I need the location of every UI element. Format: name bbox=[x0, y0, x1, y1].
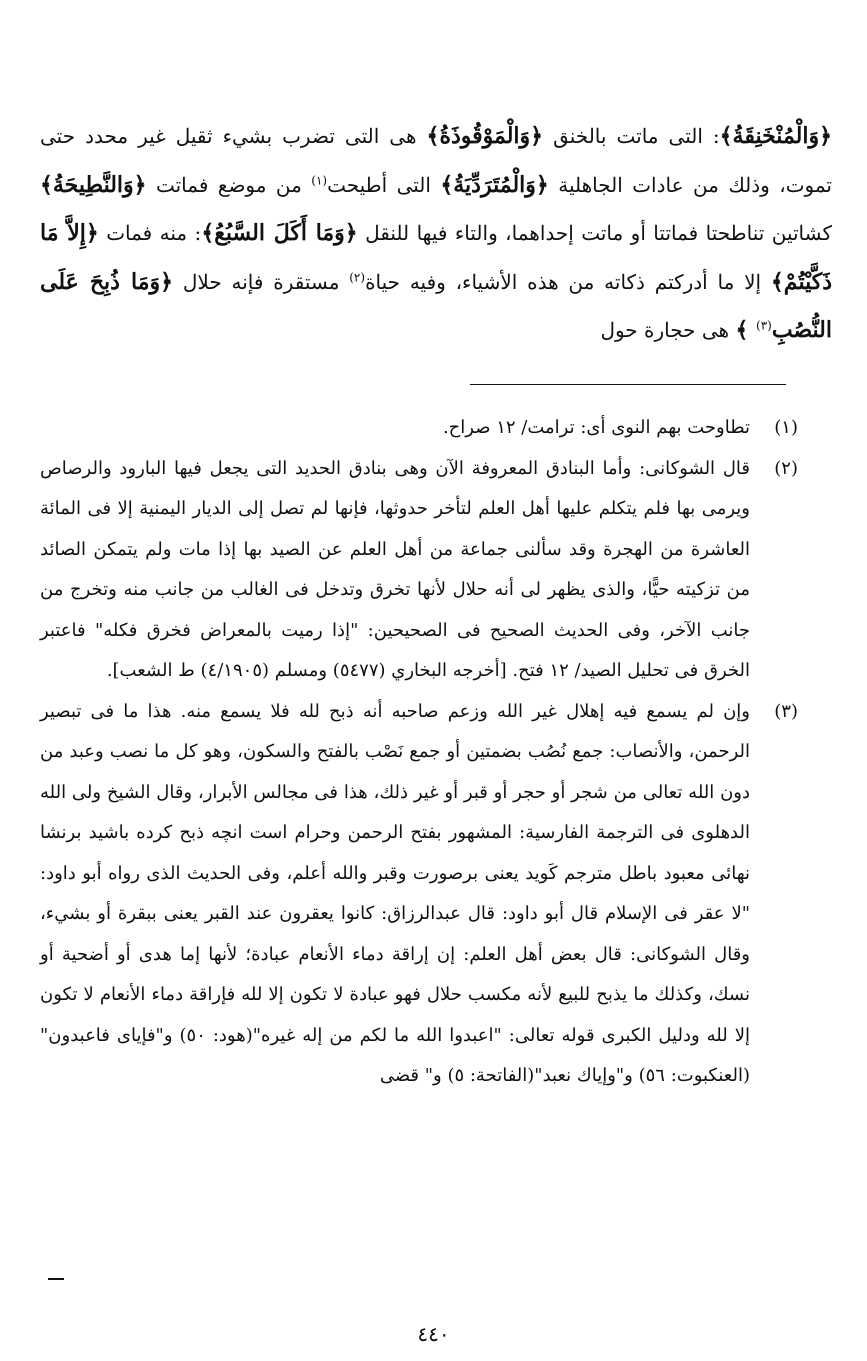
text-run: : التى ماتت بالخنق bbox=[543, 124, 720, 148]
footnotes-block bbox=[40, 408, 798, 1097]
footnote-2 bbox=[40, 449, 798, 692]
quran-bracket-close: ﴾ bbox=[735, 317, 757, 343]
footnote-ref-2[interactable]: (٢) bbox=[349, 269, 366, 284]
footnote-1 bbox=[40, 408, 798, 449]
footnote-text: قال الشوكانى: وأما البنادق المعروفة الآن وهى بنادق الحديد التى يجعل فيها البارود والرصاص ويرمى بها فلم يتكلم عليها أهل العلم لتأخر حدوثها، فإنها لم تصل إلى الديار اليمنية إلا فى المائة العاشرة من الهجرة وقد سألنى جماعة من أهل العلم عن الصيد بها إذا مات ولم يتمكن الصائد من تزكيته حيًّا، والذى يظهر لى أنه حلال لأنها تخرق وتدخل فى الغالب من جانب منه وتخرج من جانب الآخر، وفى الحديث الصحيح فى الصحيحين: "إذا رميت بالمعراض فخرق فكله" فاعتبر الخرق فى تحليل الصيد/ ١٢ فتح. bbox=[40, 457, 750, 681]
quran-phrase: ﴿وَالنَّطِيحَةُ﴾ bbox=[40, 171, 147, 198]
footnote-3 bbox=[40, 692, 798, 1097]
quran-phrase: ﴿وَمَا ذُبِحَ عَلَى النُّصُبِ bbox=[40, 268, 832, 343]
footnote-citation: [أخرجه البخاري (٥٤٧٧) ومسلم (٤/١٩٠٥) ط الشعب]. bbox=[106, 660, 507, 681]
quran-phrase: ﴿وَالْمُنْخَنِقَةُ﴾ bbox=[719, 123, 832, 149]
footnote-text: وإن لم يسمع فيه إهلال غير الله وزعم صاحبه أنه ذبح لله فلا يسمع منه. هذا ما فى تبصير الرحمن، والأنصاب: جمع نُصُب بضمتين أو جمع نَصْب بالفتح والسكون، وهو كل ما نصب وعبد من دون الله تعالى من شجر أو حجر أو قبر أو غير ذلك، هذا فى مجالس الأبرار، وقال الشيخ ولى الله الدهلوى فى الترجمة الفارسية: المشهور بفتح الرحمن وحرام است انچه ذبح كرده باشيد برنشا نهائى معبود باطل مترجم كَويد يعنى برصورت وقبر والله أعلم، وفى الحديث الذى رواه أبو داود: "لا عقر فى الإسلام قال أبو داود: قال عبدالرزاق: كانوا يعقرون عند القبر يعنى ببقرة أو بشيء، وقال الشوكانى: قال بعض أهل العلم: إن إراقة دماء الأنعام عبادة؛ لأنها إما هدى أو أضحية أو نسك، وكذلك ما يذبح للبيع لأنه مكسب حلال فهو عبادة لا تكون إلا لله فإراقة دماء الأنعام لا تكون إلا لله ودليل الكبرى قوله تعالى: "اعبدوا الله ما لكم من إله غيره"(هود: ٥٠) و"فإياى فاعبدون"(العنكبوت: ٥٦) و"وإياك نعبد"(الفاتحة: ٥) و" قضى bbox=[40, 700, 751, 1086]
quran-phrase: ﴿وَالْمُتَرَدِّيَةُ﴾ bbox=[440, 171, 549, 198]
footnote-number: (٢) bbox=[774, 457, 798, 479]
footnote-number: (٣) bbox=[774, 700, 798, 722]
text-run: : منه فمات bbox=[98, 221, 202, 245]
text-run: التى أطيحت bbox=[327, 172, 441, 197]
text-run: كشاتين تناطحتا فماتتا أو ماتت إحداهما، والتاء فيها للنقل bbox=[357, 221, 833, 245]
page-number: ٤٤٠ bbox=[417, 1322, 450, 1346]
text-run: مستقرة فإنه حلال bbox=[173, 269, 350, 294]
footnote-ref-1[interactable]: (١) bbox=[311, 172, 328, 187]
text-run: هى حجارة حول bbox=[600, 318, 736, 342]
text-run: هى التى تضرب بشيء ثقيل غير محدد حتى تموت، وذلك من عادات الجاهلية bbox=[40, 124, 832, 197]
quran-phrase: ﴿إِلاَّ مَا ذَكَّيْتُمْ﴾ bbox=[40, 220, 832, 295]
continuation-mark bbox=[48, 1278, 64, 1280]
footnote-separator bbox=[470, 384, 786, 385]
text-run: من موضع فماتت bbox=[146, 172, 312, 197]
main-text-block bbox=[40, 112, 832, 355]
footnote-ref-3[interactable]: (٣) bbox=[756, 318, 772, 333]
main-paragraph bbox=[40, 112, 832, 355]
footnote-text: تطاوحت بهم النوى أى: ترامت/ ١٢ صراح. bbox=[442, 417, 750, 438]
footnote-number: (١) bbox=[774, 417, 798, 438]
quran-phrase: ﴿وَمَا أَكَلَ السَّبُعُ﴾ bbox=[201, 220, 358, 246]
text-run: إلا ما أدركتم ذكاته من هذه الأشياء، وفيه حياة bbox=[365, 269, 771, 294]
quran-phrase: ﴿وَالْمَوْقُوذَةُ﴾ bbox=[426, 123, 544, 149]
